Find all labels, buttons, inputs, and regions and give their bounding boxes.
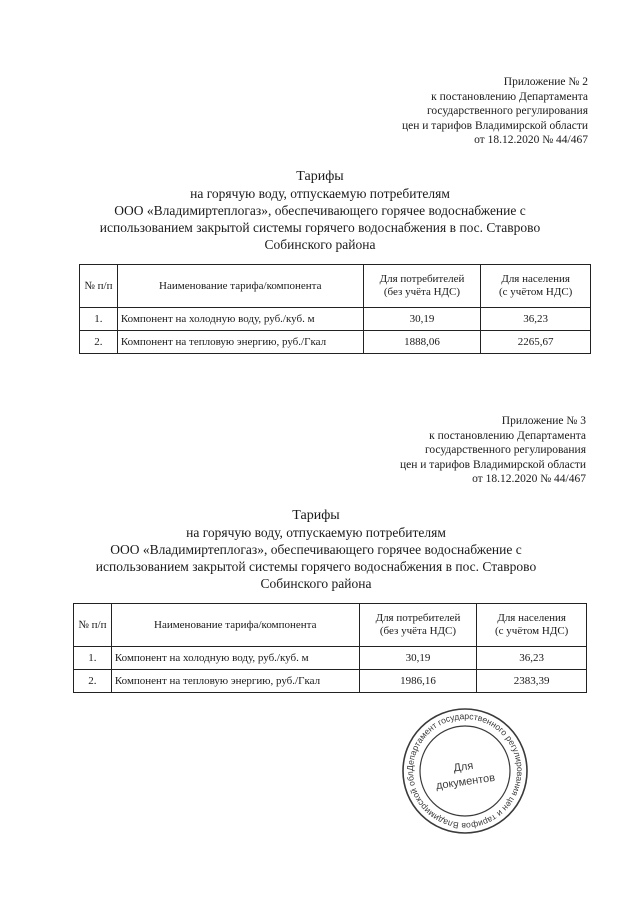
appendix-3-header-line: от 18.12.2020 № 44/467 (472, 473, 586, 486)
header-population-line2: (с учётом НДС) (495, 625, 569, 637)
appendix-3-tariff-table (73, 603, 587, 693)
title-line: использованием закрытой системы горячего водоснабжения в пос. Ставрово (99, 220, 541, 235)
row-population: 2265,67 (481, 331, 591, 354)
row-name: Компонент на тепловую энергию, руб./Гкал (117, 331, 363, 354)
appendix-2-header-line: от 18.12.2020 № 44/467 (474, 134, 588, 147)
appendix-3-header-line: Приложение № 3 (501, 415, 586, 427)
header-name: Наименование тарифа/компонента (111, 604, 359, 647)
title-line: ООО «Владимиртеплогаз», обеспечивающего горячее водоснабжение с (114, 203, 526, 218)
table-row (74, 647, 587, 670)
appendix-3-title (56, 507, 576, 592)
stamp-ring-textpath: Департамент государственного регулирования цен и тарифов Владимирской обл (404, 710, 526, 832)
table-row (74, 670, 587, 693)
header-consumers-line2: (без учёта НДС) (383, 286, 461, 298)
title-line: Собинского района (264, 237, 376, 252)
header-num: № п/п (80, 265, 118, 308)
row-name: Компонент на тепловую энергию, руб./Гкал (111, 670, 359, 693)
row-population: 36,23 (477, 647, 587, 670)
appendix-2-header-line: государственного регулирования (426, 105, 588, 118)
header-population-line2: (с учётом НДС) (499, 286, 573, 298)
stamp-center-line1: Для (452, 759, 475, 775)
row-consumers: 30,19 (359, 647, 477, 670)
header-consumers-line1: Для потребителей (379, 273, 465, 285)
appendix-2-title (60, 168, 580, 253)
title-line: использованием закрытой системы горячего водоснабжения в пос. Ставрово (95, 559, 537, 574)
stamp-seal (400, 706, 530, 836)
title-line: Тарифы (292, 508, 340, 523)
header-consumers (363, 265, 481, 308)
header-population (481, 265, 591, 308)
appendix-2-tariff-table (79, 264, 591, 354)
row-num: 2. (74, 670, 112, 693)
title-line: на горячую воду, отпускаемую потребителям (186, 525, 446, 540)
title-line: Тарифы (296, 169, 344, 184)
row-num: 1. (80, 308, 118, 331)
row-consumers: 30,19 (363, 308, 481, 331)
header-population (477, 604, 587, 647)
header-num: № п/п (74, 604, 112, 647)
appendix-3-header-line: к постановлению Департамента (429, 429, 586, 442)
appendix-2-header-line: цен и тарифов Владимирской области (401, 119, 588, 132)
title-line: Собинского района (260, 576, 372, 591)
appendix-3-header (400, 414, 586, 487)
row-population: 36,23 (481, 308, 591, 331)
stamp-seal-graphic (400, 706, 530, 836)
appendix-3-header-line: цен и тарифов Владимирской области (399, 458, 586, 471)
stamp-center-line2: документов (435, 771, 496, 793)
appendix-3-header-line: государственного регулирования (424, 444, 586, 457)
row-population: 2383,39 (477, 670, 587, 693)
row-consumers: 1888,06 (363, 331, 481, 354)
title-line: ООО «Владимиртеплогаз», обеспечивающего горячее водоснабжение с (110, 542, 522, 557)
header-consumers-line1: Для потребителей (375, 612, 461, 624)
table-header-row (80, 265, 591, 308)
table-header-row (74, 604, 587, 647)
header-consumers-line2: (без учёта НДС) (379, 625, 457, 637)
row-name: Компонент на холодную воду, руб./куб. м (111, 647, 359, 670)
appendix-2-header-line: к постановлению Департамента (431, 90, 588, 103)
row-name: Компонент на холодную воду, руб./куб. м (117, 308, 363, 331)
row-consumers: 1986,16 (359, 670, 477, 693)
table-row (80, 308, 591, 331)
row-num: 2. (80, 331, 118, 354)
row-num: 1. (74, 647, 112, 670)
appendix-2-header-line: Приложение № 2 (503, 76, 588, 88)
title-line: на горячую воду, отпускаемую потребителям (190, 186, 450, 201)
table-row (80, 331, 591, 354)
header-population-line1: Для населения (497, 612, 566, 624)
header-name: Наименование тарифа/компонента (117, 265, 363, 308)
appendix-2-header (402, 75, 588, 148)
header-consumers (359, 604, 477, 647)
header-population-line1: Для населения (501, 273, 570, 285)
